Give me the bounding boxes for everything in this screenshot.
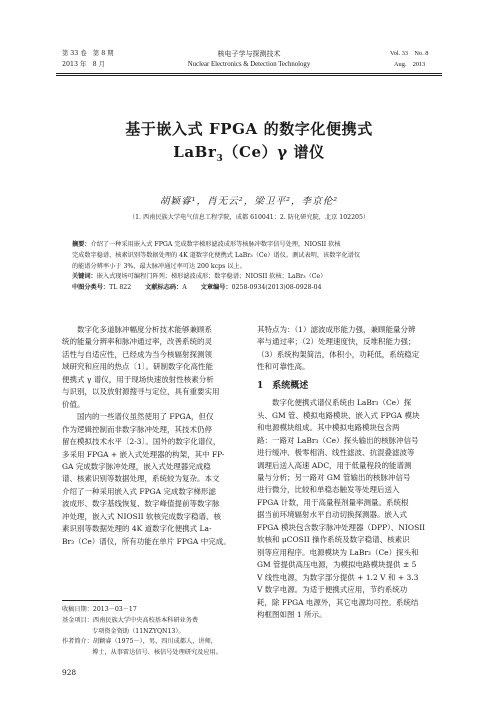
footnote: 收稿日期：2013－03－17 基金项目：西南民族大学中央高校基本科研业务费 专项资金资助（11NZYQN13）。 作者简介：胡颖睿（1975－），男，四川成都人，讲师， 博士，从事雷达信号、核信号处理研究及应用。 <box>62 606 222 657</box>
text-line: 构框图如图 1 所示。 <box>257 609 327 619</box>
volume-issue-en: Vol. 33 No. 8 <box>390 50 429 57</box>
paper-title-line1: 基于嵌入式 FPGA 的数字化便携式 <box>125 120 373 138</box>
text-line: GA 完成数字脉冲处理，嵌入式处理器完成稳 <box>62 461 211 471</box>
text-line: （3）系统构架简洁，体积小，功耗低，系统稳定 <box>257 349 420 359</box>
text-line: 波成形、数字基线恢复、数字峰值提前等数字脉 <box>62 499 220 509</box>
journal-name-cn: 核电子学与探测技术 <box>217 50 281 58</box>
text-line: 价值。 <box>62 399 85 409</box>
text-line: Br₃（Ce）谱仪，所有功能在单片 FPGA 中完成。 <box>62 536 231 546</box>
text-line: V 线性电源，为数字部分提供 + 1.2 V 和 + 3.3 <box>257 572 419 582</box>
author-list: 胡颖睿¹，肖无云²，梁卫平²，李京伦² <box>159 196 339 207</box>
text-line: GM 管提供高压电源，为模拟电路模块提供 ± 5 <box>257 560 417 570</box>
header-rule-bottom <box>56 75 442 76</box>
text-line: 调理后送入高速 ADC，用于低量程段的能谱测 <box>257 460 412 470</box>
affiliation: （1. 西南民族大学电气信息工程学院，成都 610041；2. 防化研究院，北京 102205） <box>128 214 370 221</box>
text-line: 素识别等数据处理的 4K 道数字化便携式 La- <box>62 524 212 534</box>
header-rule-top <box>56 73 442 74</box>
text-line: 耗，除 FPGA 电源外，其它电源均可控。系统结 <box>257 597 419 607</box>
keywords: 嵌入式现场可编程门阵列；梯形滤波成形；数字稳谱；NIOSII 软核；LaBr₃（Ce） <box>96 273 327 281</box>
text-line: 多采用 FPGA + 嵌入式处理器的构架，其中 FP- <box>62 449 225 459</box>
text-line: 进行缓冲、极零相消、线性滤波、抗混叠滤波等 <box>257 448 415 458</box>
text-line: 率与通过率；（2）处理速度快，反堆积能力强； <box>257 337 416 347</box>
right-paragraph-1 <box>257 324 441 374</box>
text-line: 便携式 γ 谱仪，用于现场快速放射性核素分析 <box>62 374 214 384</box>
text-line: FPGA 计数，用于高量程剂量率测量。系统根 <box>257 497 409 507</box>
classification-line: 中图分类号：TL 822 文献标志码：A 文章编号：0258-0934(2013)08-0928-04 <box>72 284 322 292</box>
left-paragraph-1 <box>62 324 248 411</box>
text-line: 数字化便携式谱仪系统由 LaBr₃（Ce）探 <box>272 398 412 408</box>
text-line: 路：一路对 LaBr₃（Ce）探头输出的核脉冲信号 <box>257 435 419 445</box>
section-heading-1: 1 系统概述 <box>257 380 309 391</box>
text-line: 作为逻辑控制而非数字脉冲处理，其技术仍停 <box>62 424 212 434</box>
text-line: 活性与自适应性，已经成为当今核辐射探测领 <box>62 349 212 359</box>
text-line: 软核和 μCOSII 操作系统及数字稳谱、核素识 <box>257 535 410 545</box>
footnote-rule <box>62 600 122 601</box>
text-line: 冲处理，嵌入式 NIOSII 软核完成数字稳谱、核 <box>62 511 222 521</box>
right-column-body <box>257 324 441 621</box>
text-line: V 数字电源。为适于便携式应用，节约系统功 <box>257 585 408 595</box>
journal-name-en: Nuclear Electronics & Detection Technology <box>187 61 311 68</box>
text-line: 统的能量分辨率和脉冲通过率，改善系统的灵 <box>62 337 212 347</box>
text-line: FPGA 模块包含数字脉冲处理器（DPP）、NIOSII <box>257 522 426 532</box>
text-line: 别等应用程序。电源模块为 LaBr₃（Ce）探头和 <box>257 547 419 557</box>
text-line: 域研究和应用的热点〔1〕。研制数字化高性能 <box>62 362 214 372</box>
page-number: 928 <box>62 668 77 677</box>
date-en: Aug. 2013 <box>394 61 426 68</box>
text-line: 其特点为：（1）滤波成形能力强，兼顾能量分辨 <box>257 325 416 334</box>
abstract-label: 摘要： <box>72 241 91 248</box>
text-line: 量与分析；另一路对 GM 管输出的核脉冲信号 <box>257 472 411 482</box>
volume-issue-cn: 第 33 卷 第 8 期 <box>62 50 114 57</box>
date-cn: 2013 年 8 月 <box>62 61 105 68</box>
text-line: 谱、核素识别等数据处理，系统较为复杂。本文 <box>62 474 220 484</box>
text-line: 留在模拟技术水平〔2-3〕。国外的数字化谱仪， <box>62 437 221 447</box>
left-column-body <box>62 324 248 548</box>
paper-title-line2: LaBr$_3$（Ce）γ 谱仪 <box>173 143 325 164</box>
text-line: 数字化多道脉冲幅度分析技术能够兼顾系 <box>77 325 212 334</box>
text-line: 与识别，以及放射源搜寻与定位，具有重要实用 <box>62 387 220 397</box>
right-paragraph-2 <box>257 397 441 621</box>
text-line: 国内的一些谱仪虽然使用了 FPGA，但仅 <box>77 412 214 422</box>
text-line: 性和可靠性高。 <box>257 362 310 372</box>
keywords-label: 关键词： <box>72 273 97 281</box>
text-line: 据当前环境辐射水平自动切换探测器。嵌入式 <box>257 510 407 520</box>
text-line: 进行微分，比较和单稳态触发等处理后送入 <box>257 485 400 495</box>
left-paragraph-2 <box>62 411 248 548</box>
text-line: 头、GM 管、模拟电路模块、嵌入式 FPGA 模块 <box>257 410 420 420</box>
text-line: 和电源模块组成。其中模拟电路模块包含两 <box>257 423 400 433</box>
text-line: 介绍了一种采用嵌入式 FPGA 完成数字梯形滤 <box>62 486 216 496</box>
abstract: 摘要：介绍了一种采用嵌入式 FPGA 完成数字梯形滤波成形等核脉冲数字信号处理，NIOSII 软核 完成数字稳谱、核素识别等数据处理的 4K 道数字化便携式 LaBr₃（Ce）谱仪。测试表明，该数字化谱仪 的能谱分辨率小于 3%，最大脉冲通过率可达 200 kcps 以上。 关键词：嵌入式现场可编程门阵列；梯形滤波成形；数字稳谱；NIOSII 软核；LaBr₃（Ce） 中图分类号：TL 822 文献标志码：A 文章编号：0258-0934(2013)08-0928-04 <box>72 240 440 294</box>
